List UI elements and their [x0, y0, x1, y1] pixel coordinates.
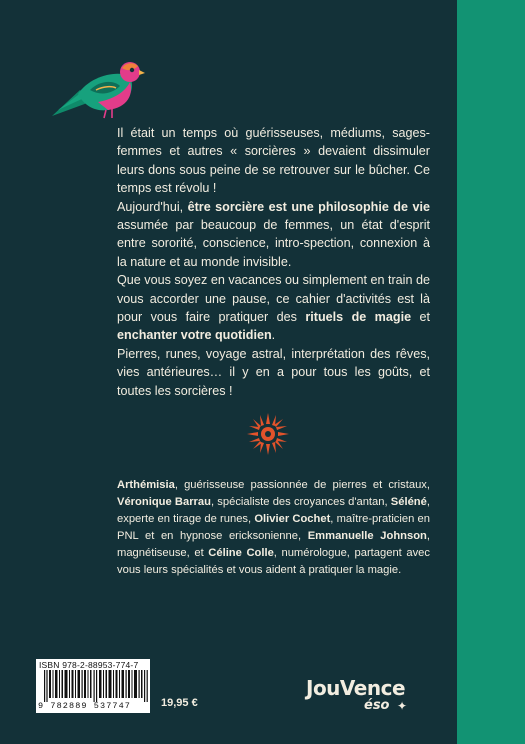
- barcode-digits: 9 782889 537747: [38, 701, 132, 711]
- publisher-name: JouVence: [306, 676, 406, 700]
- intro-text: [117, 124, 430, 400]
- authors-text: [117, 477, 430, 578]
- intro-paragraph-2: Aujourd'hui, être sorcière est une philosophie de vie assumée par beaucoup de femmes, un état d'esprit entre sororité, conscience, intro-spection, connexion à la nature et au monde invisible.: [117, 199, 430, 269]
- price: 19,95 €: [161, 697, 198, 709]
- barcode-bars: [44, 670, 148, 702]
- sun-icon: [246, 412, 290, 456]
- publisher-logo: [306, 676, 416, 720]
- isbn-text: ISBN 978-2-88953-774-7: [39, 660, 139, 670]
- authors-paragraph: Arthémisia, guérisseuse passionnée de pierres et cristaux, Véronique Barrau, spécialiste des croyances d'antan, Séléné, experte en tirage de runes, Olivier Cochet, maître-praticien en PNL et en hypnose ericksonienne, Emmanuelle Johnson, magnétiseuse, et Céline Colle, numérologue, partagent avec vous leurs spécialités et vous aident à pratiquer la magie.: [117, 479, 430, 576]
- intro-paragraph-4: Pierres, runes, voyage astral, interprétation des rêves, vies antérieures… il y en a pour tous les goûts, et toutes les sorcières !: [117, 346, 430, 398]
- publisher-collection: éso: [364, 698, 390, 713]
- barcode: [36, 659, 150, 713]
- bird-illustration: [50, 50, 145, 120]
- intro-paragraph-1: Il était un temps où guérisseuses, médiums, sages-femmes et autres « sorcières » devaient dissimuler leurs dons sous peine de se retrouver sur le bûcher. Ce temps est révolu !: [117, 126, 430, 196]
- intro-paragraph-3: Que vous soyez en vacances ou simplement en train de vous accorder une pause, ce cahier d'activités est là pour vous faire pratiquer des rituels de magie et enchanter votre quotidien.: [117, 273, 431, 343]
- green-spine-band: [457, 0, 525, 744]
- star-icon: ✦: [397, 699, 408, 713]
